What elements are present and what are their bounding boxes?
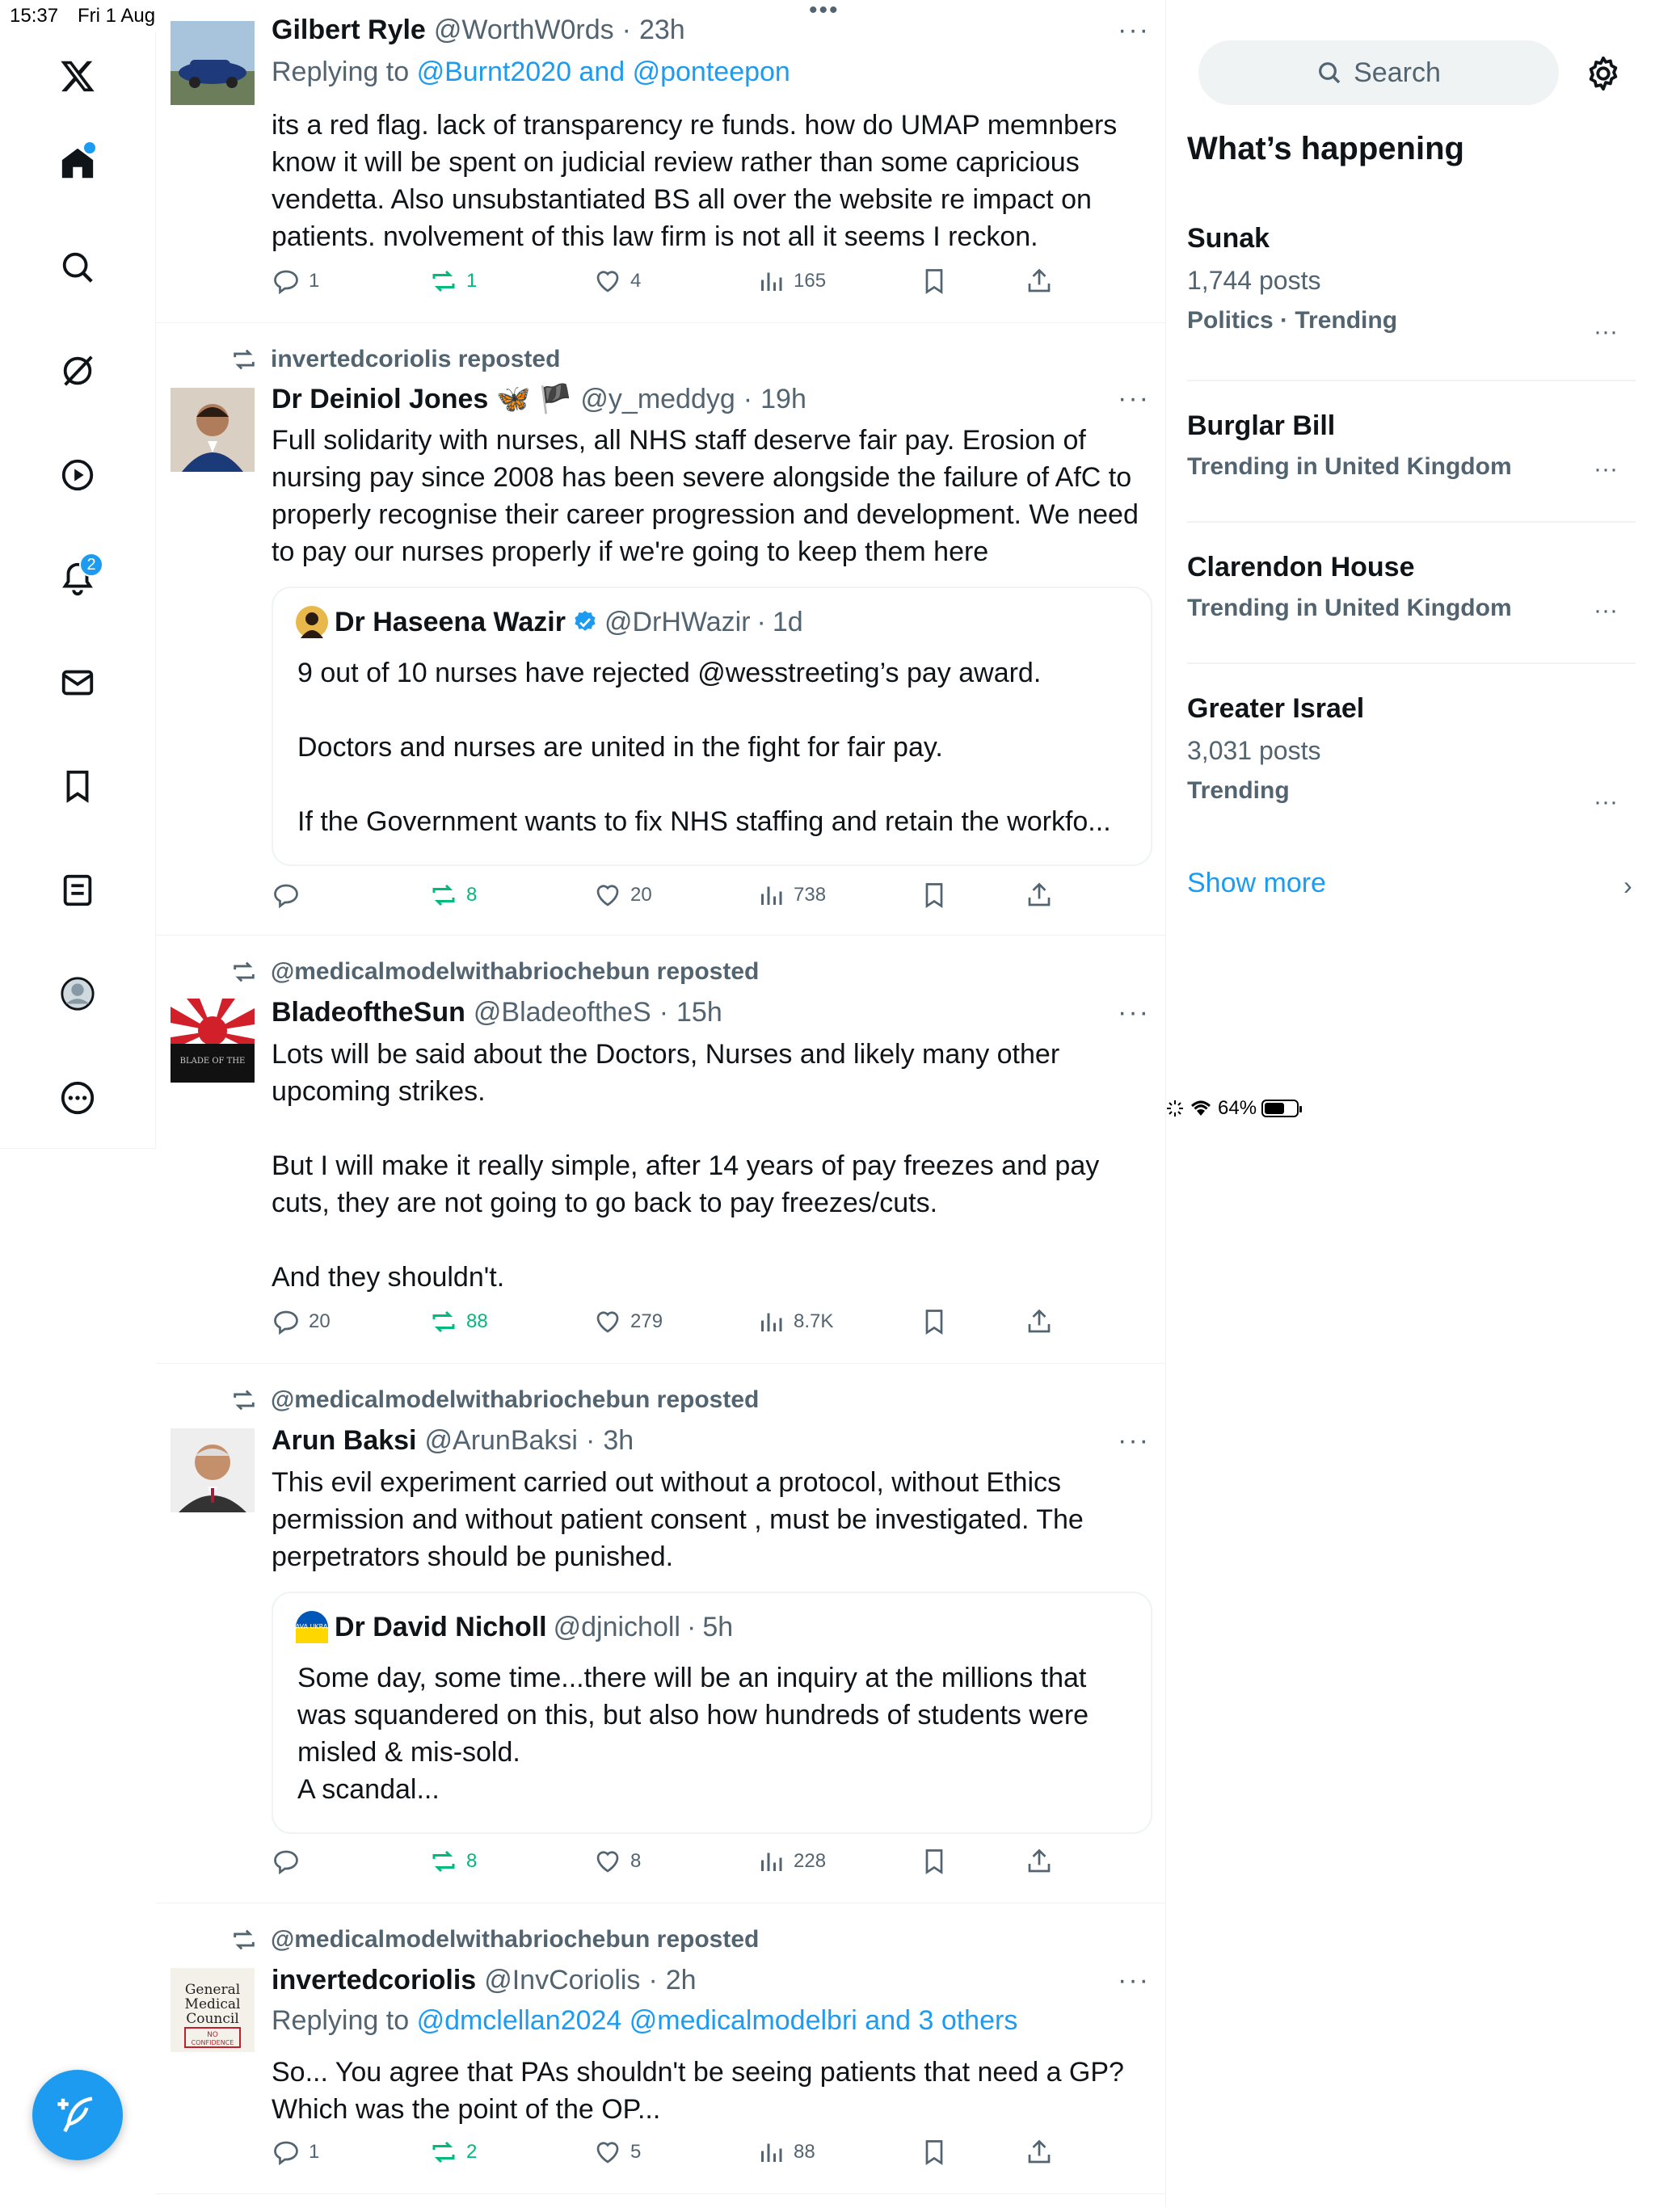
replying-to-label: Replying to bbox=[272, 2005, 410, 2036]
separator-dot: · bbox=[648, 1965, 658, 1995]
x-logo-icon[interactable] bbox=[48, 47, 107, 105]
tweet-text: its a red flag. lack of transparency re funds. how do UMAP memnbers know it will be spent on judicial review rather than some capricious vendetta. Also unsubstantiated BS all over the website re impact on patients. nvolvement of this law firm is not all it seems I reckon. bbox=[272, 110, 1118, 252]
share-icon bbox=[1025, 2138, 1054, 2167]
trend-item[interactable] bbox=[1187, 693, 1636, 815]
tweet-actions bbox=[272, 1307, 1128, 1343]
share-icon bbox=[1025, 881, 1054, 910]
replying-to bbox=[272, 57, 790, 88]
trend-divider bbox=[1187, 521, 1636, 523]
like-button[interactable] bbox=[593, 1307, 663, 1336]
trend-meta: Politics · Trending bbox=[1187, 307, 1398, 334]
views-button[interactable] bbox=[756, 2138, 815, 2167]
tweet-more-icon[interactable]: ··· bbox=[1118, 1965, 1150, 1995]
trend-name: Clarendon House bbox=[1187, 552, 1415, 582]
tweet-more-icon[interactable]: ··· bbox=[1118, 15, 1150, 45]
battery-percent: 64% bbox=[1218, 1097, 1257, 1119]
share-button[interactable] bbox=[1025, 267, 1054, 296]
views-count: 165 bbox=[794, 270, 827, 292]
author-name[interactable]: Gilbert Ryle bbox=[272, 15, 426, 45]
separator-dot: · bbox=[686, 1611, 697, 1642]
reply-count: 20 bbox=[309, 1310, 331, 1332]
repost-button[interactable] bbox=[429, 1847, 477, 1876]
author-emoji: 🦋 🏴 bbox=[496, 384, 573, 414]
repost-button[interactable] bbox=[429, 267, 477, 296]
quote-author-name: Dr Haseena Wazir bbox=[335, 606, 566, 637]
reply-button[interactable] bbox=[272, 881, 309, 910]
notifications-icon[interactable] bbox=[48, 549, 107, 608]
repost-small-icon bbox=[230, 958, 258, 986]
repost-icon bbox=[429, 881, 458, 910]
trend-meta: Trending in United Kingdom bbox=[1187, 595, 1512, 621]
search-icon[interactable] bbox=[48, 238, 107, 296]
views-count: 228 bbox=[794, 1850, 827, 1872]
reply-button[interactable] bbox=[272, 1847, 309, 1876]
trend-posts: 1,744 posts bbox=[1187, 266, 1321, 295]
svg-text:CONFIDENCE: CONFIDENCE bbox=[191, 2039, 234, 2046]
reply-icon bbox=[272, 2138, 301, 2167]
trend-more-icon[interactable]: ··· bbox=[1594, 456, 1618, 482]
reply-count: 1 bbox=[309, 270, 320, 292]
share-button[interactable] bbox=[1025, 1307, 1054, 1336]
reply-button[interactable] bbox=[272, 2138, 319, 2167]
views-icon bbox=[756, 1847, 785, 1876]
bookmark-icon bbox=[920, 881, 949, 910]
quote-author-name: Dr David Nicholl bbox=[335, 1611, 547, 1642]
like-count: 8 bbox=[630, 1850, 642, 1872]
trend-meta: Trending bbox=[1187, 777, 1290, 804]
author-name[interactable]: Arun Baksi bbox=[272, 1425, 417, 1456]
trend-more-icon[interactable]: ··· bbox=[1594, 597, 1618, 624]
bookmarks-icon[interactable] bbox=[48, 757, 107, 815]
quote-header bbox=[287, 1611, 734, 1643]
views-count: 738 bbox=[794, 884, 827, 906]
like-count: 279 bbox=[630, 1310, 663, 1332]
share-button[interactable] bbox=[1025, 881, 1054, 910]
separator-dot: · bbox=[743, 383, 753, 414]
views-button[interactable] bbox=[756, 1847, 826, 1876]
repost-by-label: @medicalmodelwithabriochebun reposted bbox=[271, 958, 760, 985]
quote-author-handle: @DrHWazir bbox=[604, 606, 751, 637]
share-button[interactable] bbox=[1025, 1847, 1054, 1876]
replying-to bbox=[272, 2005, 1017, 2037]
repost-by-label: @medicalmodelwithabriochebun reposted bbox=[271, 1926, 760, 1953]
settings-gear-icon[interactable] bbox=[1585, 55, 1622, 92]
chevron-right-icon: › bbox=[1623, 871, 1632, 900]
home-icon[interactable] bbox=[48, 134, 107, 192]
trend-divider bbox=[1187, 380, 1636, 381]
tweet-time[interactable]: 19h bbox=[760, 383, 806, 414]
reply-icon bbox=[272, 881, 301, 910]
bookmark-icon bbox=[920, 2138, 949, 2167]
tweet-more-icon[interactable]: ··· bbox=[1118, 997, 1150, 1028]
tweet-actions bbox=[272, 1847, 1128, 1882]
tweet-actions bbox=[272, 881, 1128, 916]
avatar[interactable] bbox=[171, 1968, 255, 2052]
views-icon bbox=[756, 2138, 785, 2167]
reply-button[interactable] bbox=[272, 1307, 331, 1336]
tweet-card[interactable] bbox=[156, 936, 1166, 1364]
avatar[interactable] bbox=[171, 21, 255, 105]
heart-icon bbox=[593, 2138, 622, 2167]
views-count: 88 bbox=[794, 2141, 815, 2163]
avatar[interactable] bbox=[171, 1428, 255, 1512]
svg-text:BLADE OF THE: BLADE OF THE bbox=[179, 1057, 246, 1066]
tweet-time[interactable]: 15h bbox=[676, 997, 722, 1028]
home-unread-dot bbox=[84, 142, 95, 153]
separator-dot: · bbox=[585, 1425, 596, 1456]
tweet-time[interactable]: 2h bbox=[665, 1965, 697, 1995]
reply-icon bbox=[272, 1307, 301, 1336]
reply-icon bbox=[272, 267, 301, 296]
heart-icon bbox=[593, 881, 622, 910]
search-icon bbox=[1316, 60, 1342, 86]
author-handle[interactable]: @WorthW0rds bbox=[433, 15, 614, 45]
repost-count: 8 bbox=[466, 1850, 478, 1872]
like-count: 20 bbox=[630, 884, 652, 906]
repost-button[interactable] bbox=[429, 881, 477, 910]
repost-button[interactable] bbox=[429, 2138, 477, 2167]
repost-context bbox=[230, 1926, 759, 1953]
views-count: 8.7K bbox=[794, 1310, 834, 1332]
repost-count: 1 bbox=[466, 270, 478, 292]
quote-tweet[interactable] bbox=[272, 1592, 1152, 1834]
trend-item[interactable] bbox=[1187, 223, 1636, 345]
separator-dot: · bbox=[659, 997, 669, 1028]
repost-context bbox=[230, 958, 759, 986]
top-more-dots[interactable]: ••• bbox=[809, 0, 840, 23]
bookmark-icon bbox=[920, 267, 949, 296]
repost-small-icon bbox=[230, 1386, 258, 1414]
trend-meta: Trending in United Kingdom bbox=[1187, 453, 1512, 480]
svg-text:SLAVA UKRAINI: SLAVA UKRAINI bbox=[287, 1623, 337, 1630]
heart-icon bbox=[593, 1307, 622, 1336]
share-button[interactable] bbox=[1025, 2138, 1054, 2167]
tweet-header bbox=[272, 997, 722, 1028]
svg-text:NO: NO bbox=[207, 2031, 218, 2039]
avatar[interactable] bbox=[171, 388, 255, 472]
tweet-time[interactable]: 3h bbox=[603, 1425, 634, 1456]
views-icon bbox=[756, 267, 785, 296]
tweet-actions bbox=[272, 267, 1128, 302]
replying-to-links[interactable]: @Burnt2020 and @ponteepon bbox=[416, 57, 790, 87]
profile-icon[interactable] bbox=[48, 965, 107, 1023]
author-handle[interactable]: @BladeoftheS bbox=[473, 997, 651, 1028]
repost-button[interactable] bbox=[429, 1307, 488, 1336]
tweet-time[interactable]: 23h bbox=[638, 15, 685, 45]
tweet-card[interactable] bbox=[156, 1903, 1166, 2194]
author-handle[interactable]: @ArunBaksi bbox=[424, 1425, 578, 1456]
reply-icon bbox=[272, 1847, 301, 1876]
left-navigation bbox=[0, 32, 156, 1149]
reply-button[interactable] bbox=[272, 267, 319, 296]
quote-avatar bbox=[287, 1611, 337, 1643]
quote-avatar bbox=[296, 606, 328, 638]
bookmark-icon bbox=[920, 1307, 949, 1336]
share-icon bbox=[1025, 267, 1054, 296]
messages-icon[interactable] bbox=[48, 654, 107, 712]
tweet-card[interactable] bbox=[156, 323, 1166, 936]
repost-by-label: invertedcoriolis reposted bbox=[271, 346, 561, 372]
right-sidebar bbox=[1166, 0, 1655, 2207]
timeline bbox=[156, 0, 1166, 2207]
bookmark-button[interactable] bbox=[920, 1847, 949, 1876]
whats-happening-title: What’s happening bbox=[1187, 131, 1464, 166]
replying-to-label: Replying to bbox=[272, 57, 410, 87]
repost-icon bbox=[429, 2138, 458, 2167]
avatar[interactable] bbox=[171, 999, 255, 1083]
svg-text:Council: Council bbox=[186, 2011, 239, 2027]
like-button[interactable] bbox=[593, 267, 641, 296]
tweet-header bbox=[272, 1965, 697, 1996]
status-time: 15:37 bbox=[10, 5, 59, 27]
repost-icon bbox=[429, 267, 458, 296]
tweet-more-icon[interactable]: ··· bbox=[1118, 383, 1150, 414]
like-button[interactable] bbox=[593, 881, 652, 910]
tweet-header bbox=[272, 383, 806, 415]
repost-by-label: @medicalmodelwithabriochebun reposted bbox=[271, 1386, 760, 1413]
quote-author-handle: @djnicholl bbox=[553, 1611, 680, 1642]
quote-time: 1d bbox=[772, 606, 803, 637]
views-icon bbox=[756, 881, 785, 910]
more-options-icon[interactable] bbox=[48, 1069, 107, 1127]
trend-item[interactable] bbox=[1187, 410, 1636, 481]
trend-name: Greater Israel bbox=[1187, 693, 1365, 724]
tweet-header bbox=[272, 15, 685, 46]
notifications-badge: 2 bbox=[79, 553, 103, 577]
video-icon[interactable] bbox=[48, 446, 107, 504]
lists-icon[interactable] bbox=[48, 861, 107, 919]
tweet-text: Lots will be said about the Doctors, Nurses and likely many other upcoming strikes. But I will make it really simple, after 14 years of pay freezes and pay cuts, they are not going to go back to pay freezes/cuts. And they shouldn't. bbox=[272, 1039, 1100, 1293]
repost-count: 88 bbox=[466, 1310, 488, 1332]
repost-count: 2 bbox=[466, 2141, 478, 2163]
svg-text:Medical: Medical bbox=[184, 1996, 241, 2012]
compose-post-button[interactable] bbox=[32, 2070, 123, 2160]
bookmark-button[interactable] bbox=[920, 267, 949, 296]
repost-context bbox=[230, 1386, 759, 1414]
quote-header bbox=[296, 606, 803, 638]
trend-more-icon[interactable]: ··· bbox=[1594, 788, 1618, 815]
bookmark-icon bbox=[920, 1847, 949, 1876]
tweet-card[interactable] bbox=[156, 0, 1166, 323]
trend-posts: 3,031 posts bbox=[1187, 736, 1321, 765]
tweet-text: So... You agree that PAs shouldn't be seeing patients that need a GP? Which was the point of the OP... bbox=[272, 2057, 1124, 2125]
trend-divider bbox=[1187, 662, 1636, 664]
grok-icon[interactable] bbox=[48, 342, 107, 400]
compose-feather-icon bbox=[56, 2093, 99, 2137]
author-handle[interactable]: @y_meddyg bbox=[580, 383, 735, 414]
bookmark-button[interactable] bbox=[920, 2138, 949, 2167]
repost-small-icon bbox=[230, 1926, 258, 1953]
separator-dot: · bbox=[621, 15, 631, 45]
views-icon bbox=[756, 1307, 785, 1336]
heart-icon bbox=[593, 1847, 622, 1876]
like-count: 5 bbox=[630, 2141, 642, 2163]
separator-dot: · bbox=[756, 606, 766, 637]
trend-item[interactable] bbox=[1187, 552, 1636, 622]
search-placeholder: Search bbox=[1354, 57, 1441, 88]
tweet-actions bbox=[272, 2138, 1128, 2173]
trend-more-icon[interactable]: ··· bbox=[1594, 318, 1618, 345]
like-count: 4 bbox=[630, 270, 642, 292]
verified-badge-icon bbox=[572, 609, 598, 635]
bookmark-button[interactable] bbox=[920, 1307, 949, 1336]
heart-icon bbox=[593, 267, 622, 296]
author-name[interactable]: invertedcoriolis bbox=[272, 1965, 477, 1995]
bookmark-button[interactable] bbox=[920, 881, 949, 910]
quote-time: 5h bbox=[702, 1611, 734, 1642]
author-name[interactable]: BladeoftheSun bbox=[272, 997, 465, 1028]
show-more-link[interactable]: Show more bbox=[1187, 868, 1326, 898]
repost-context bbox=[230, 346, 560, 373]
like-button[interactable] bbox=[593, 2138, 641, 2167]
trend-name: Burglar Bill bbox=[1187, 410, 1336, 441]
svg-text:General: General bbox=[184, 1982, 241, 1998]
repost-icon bbox=[429, 1847, 458, 1876]
share-icon bbox=[1025, 1307, 1054, 1336]
quote-tweet[interactable] bbox=[272, 587, 1152, 866]
tweet-card[interactable] bbox=[156, 1364, 1166, 1903]
views-button[interactable] bbox=[756, 1307, 833, 1336]
tweet-more-icon[interactable]: ··· bbox=[1118, 1425, 1150, 1456]
repost-icon bbox=[429, 1307, 458, 1336]
search-input[interactable] bbox=[1198, 40, 1559, 105]
quote-text: 9 out of 10 nurses have rejected @wesstreeting’s pay award. Doctors and nurses are united in the fight for fair pay. If the Government wants to fix NHS staffing and retain the workfo... bbox=[297, 658, 1111, 837]
replying-to-links[interactable]: @dmclellan2024 @medicalmodelbri and 3 others bbox=[416, 2005, 1018, 2036]
reply-count: 1 bbox=[309, 2141, 320, 2163]
tweet-text: Full solidarity with nurses, all NHS staff deserve fair pay. Erosion of nursing pay since 2008 has been severe alongside the failure of AfC to properly recognise their career progression and development. We need to pay our nurses properly if we're going to keep them here bbox=[272, 425, 1139, 567]
share-icon bbox=[1025, 1847, 1054, 1876]
trend-name: Sunak bbox=[1187, 223, 1270, 254]
views-button[interactable] bbox=[756, 267, 826, 296]
repost-count: 8 bbox=[466, 884, 478, 906]
author-name[interactable]: Dr Deiniol Jones bbox=[272, 383, 489, 414]
tweet-text: This evil experiment carried out without a protocol, without Ethics permission and without patient consent , must be investigated. The perpetrators should be punished. bbox=[272, 1467, 1084, 1572]
views-button[interactable] bbox=[756, 881, 826, 910]
repost-small-icon bbox=[230, 346, 258, 373]
author-handle[interactable]: @InvCoriolis bbox=[484, 1965, 641, 1995]
like-button[interactable] bbox=[593, 1847, 641, 1876]
tweet-header bbox=[272, 1425, 634, 1457]
quote-text: Some day, some time...there will be an inquiry at the millions that was squandered on this, but also how hundreds of students were misled & mis-sold. A scandal... bbox=[297, 1663, 1089, 1805]
status-date: Fri 1 Aug bbox=[78, 5, 156, 27]
